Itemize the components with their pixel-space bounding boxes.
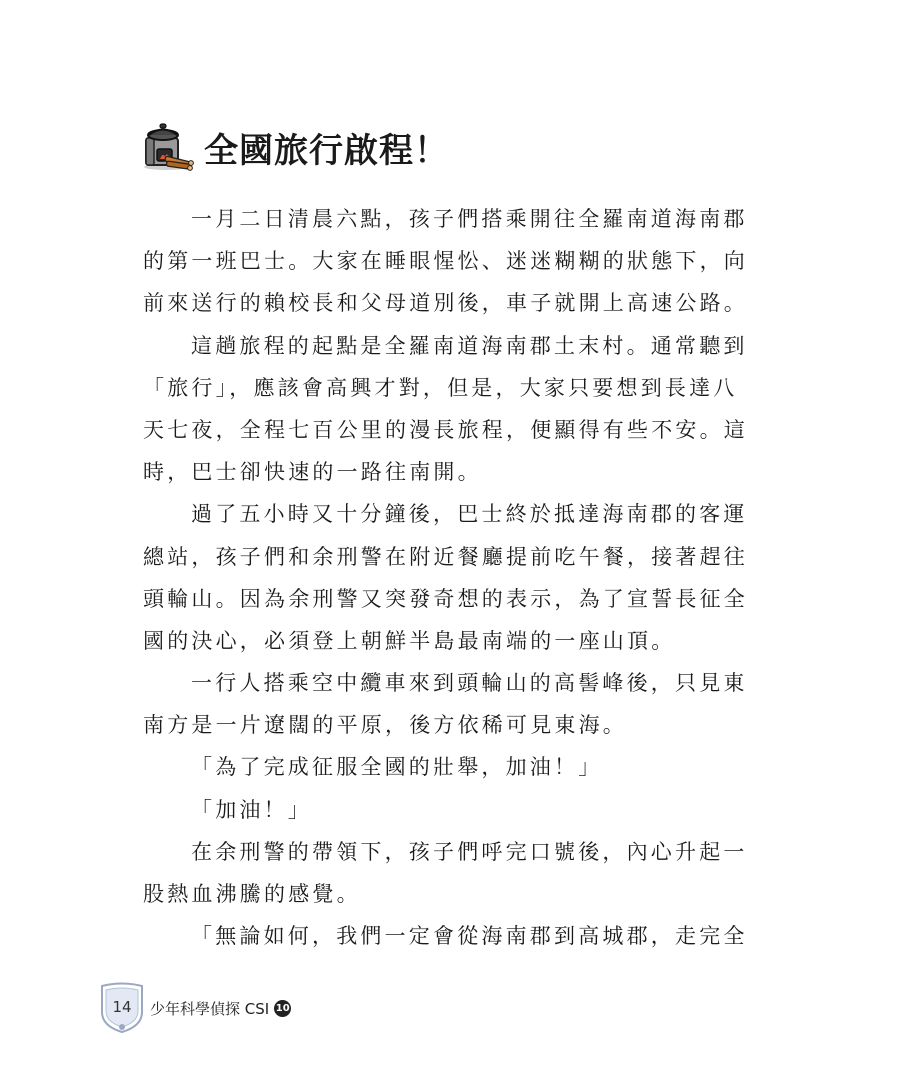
series-title-text: 少年科學偵探 CSI (150, 999, 270, 1018)
text-line: 「加油！」 (191, 797, 312, 822)
paragraph (143, 915, 748, 957)
text-line: 總站，孩子們和余刑警在附近餐廳提前吃午餐，接著趕往 (143, 544, 748, 569)
text-line: 天七夜，全程七百公里的漫長旅程，便顯得有些不安。這 (143, 417, 748, 442)
paragraph (143, 662, 748, 746)
text-line: 一行人搭乘空中纜車來到頭輪山的高髻峰後，只見東 (191, 671, 748, 696)
charcoal-stove-icon (140, 122, 196, 172)
series-title (150, 998, 291, 1019)
paragraph (143, 789, 733, 831)
text-line: 這趟旅程的起點是全羅南道海南郡土末村。通常聽到 (191, 333, 748, 358)
chapter-title: 全國旅行啟程！ (204, 130, 449, 171)
paragraph (143, 746, 733, 788)
text-line: 時，巴士卻快速的一路往南開。 (143, 460, 482, 485)
text-line: 「旅行」，應該會高興才對，但是，大家只要想到長達八 (143, 375, 738, 400)
text-line: 「為了完成征服全國的壯舉，加油！」 (191, 755, 603, 780)
text-line: 國的決心，必須登上朝鮮半島最南端的一座山頂。 (143, 628, 676, 653)
paragraph (143, 831, 748, 915)
paragraph (143, 198, 748, 325)
volume-badge: 10 (274, 1000, 291, 1017)
text-line: 過了五小時又十分鐘後，巴士終於抵達海南郡的客運 (191, 502, 748, 527)
text-line: 一月二日清晨六點，孩子們搭乘開往全羅南道海南郡 (191, 207, 748, 231)
text-line: 前來送行的賴校長和父母道別後，車子就開上高速公路。 (143, 291, 748, 316)
text-line: 在余刑警的帶領下，孩子們呼完口號後，內心升起一 (191, 839, 748, 864)
paragraph (143, 493, 748, 662)
text-line: 南方是一片遼闊的平原，後方依稀可見東海。 (143, 713, 627, 738)
text-line: 「無論如何，我們一定會從海南郡到高城郡，走完全 (191, 924, 748, 949)
page-footer (98, 982, 291, 1034)
body-text (143, 198, 748, 957)
page-number-badge (98, 982, 146, 1034)
text-line: 股熱血沸騰的感覺。 (143, 882, 361, 906)
text-line: 頭輪山。因為余刑警又突發奇想的表示，為了宣誓長征全 (143, 586, 748, 611)
page-number: 14 (112, 998, 132, 1016)
paragraph (143, 325, 748, 494)
text-line: 的第一班巴士。大家在睡眼惺忪、迷迷糊糊的狀態下，向 (143, 249, 748, 274)
chapter-heading (140, 122, 449, 172)
